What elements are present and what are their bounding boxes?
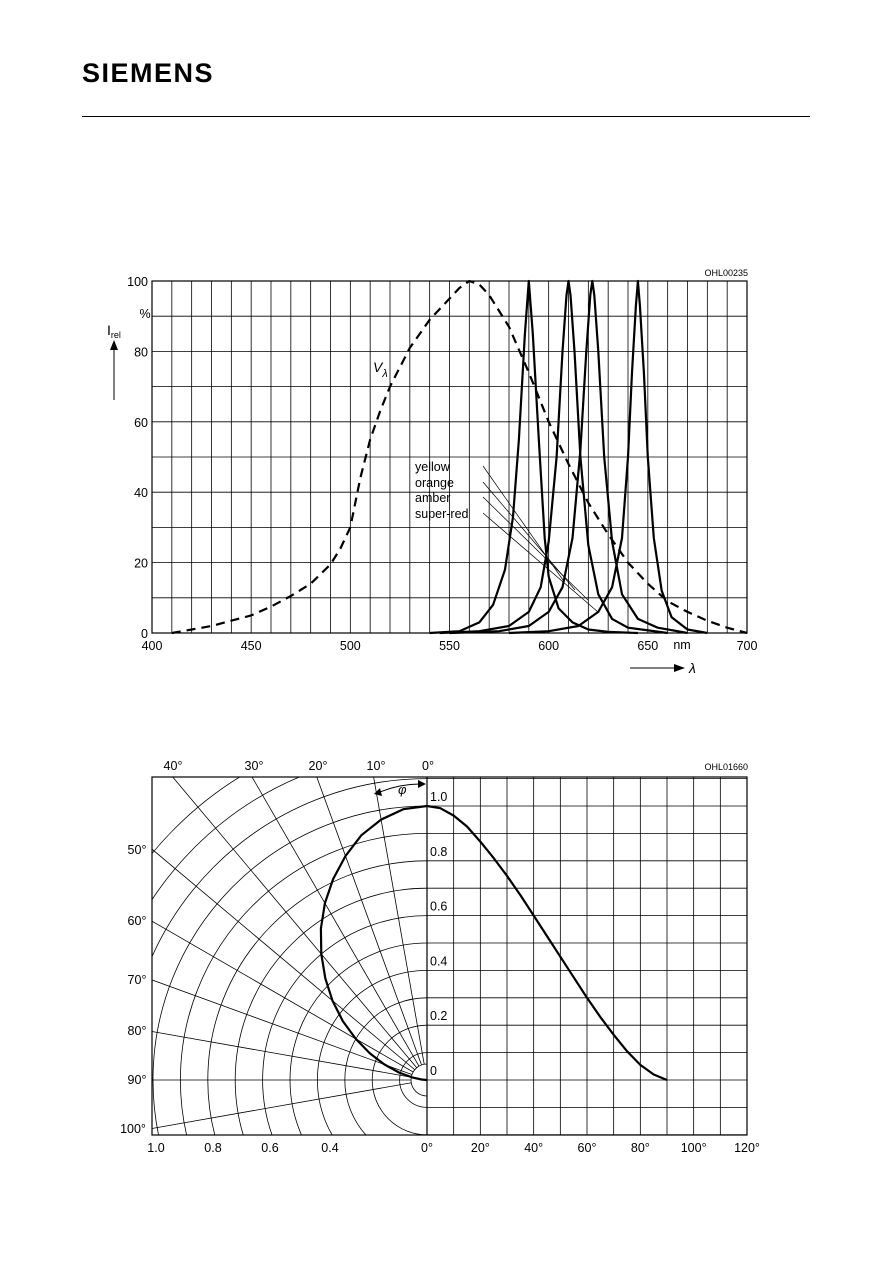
chart2-angle-label: 30° [244,759,264,773]
chart1-x-arrow-head [674,664,685,672]
chart1-x-tick-label: 700 [736,639,758,653]
chart1-x-unit: nm [673,638,691,652]
chart2-y-tick-label: 0.8 [430,844,448,859]
chart1-ylabel: $I_{rel}$ [107,322,121,340]
chart2-y-tick-label: 0 [430,1064,437,1078]
chart1-y-tick-label: 40 [134,486,148,501]
chart2-angle-label: 70° [127,973,147,987]
chart2-y-tick-label: 0.6 [430,899,448,914]
chart2-angle-label: 20° [308,759,328,773]
chart1-x-tick-label: 400 [141,639,163,653]
chart2-spoke [32,936,427,1080]
legend-yellow: yellow [415,460,450,474]
chart2-angle-label: 50° [127,843,147,857]
chart2-code: OHL01660 [704,762,748,772]
chart2-spoke [283,685,427,1080]
chart1-y-tick-label: 80 [134,345,148,360]
chart2-x-tick-label: 20° [470,1141,490,1155]
chart1-y-tick-label: 20 [134,556,148,571]
chart2-frame [152,777,747,1135]
chart2-angle-label: 90° [127,1073,147,1087]
chart2-y-tick-label: 0.4 [430,954,448,969]
chart2-spoke [354,666,427,1080]
chart1-y-tick-label: 100 [127,275,148,289]
chart1-xlabel: λ [689,660,696,676]
chart2-x-tick-label: 80° [630,1141,650,1155]
chart1-x-tick-label: 550 [439,639,460,653]
chart2-x-tick-label: 40° [524,1141,544,1155]
chart2-radial-tick-label: 1.0 [147,1141,165,1155]
legend-orange: orange [415,476,454,490]
chart2-radial-tick-label: 0.8 [204,1141,222,1155]
chart2-radial-tick-label: 0.4 [321,1141,339,1155]
chart2-phi-arrow-left [374,788,382,796]
chart1-y-unit: % [139,307,151,321]
chart2-radial-tick-label: 0.6 [261,1141,279,1155]
legend-leader-2 [483,497,588,600]
chart2-angle-label: 40° [163,759,183,773]
chart2-plot [7,660,783,1263]
chart2-angle-label: 10° [366,759,386,773]
chart2-x-tick-label: 100° [680,1141,707,1155]
chart1-x-tick-label: 650 [637,639,659,653]
chart2-symbol: φ [398,782,407,797]
chart2-spoke [105,810,427,1080]
chart1-code: OHL00235 [704,268,748,278]
chart2-x-tick-label: 0° [421,1141,433,1155]
chart2-y-tick-label: 1.0 [430,790,448,804]
chart1-x-tick-label: 500 [339,639,361,653]
chart2-x-tick-label: 60° [577,1141,597,1155]
chart2-x-tick-label: 120° [734,1141,760,1155]
chart1-y-tick-label: 60 [134,415,148,430]
chart1-x-tick-label: 600 [538,639,560,653]
chart1-y-tick-label: 0 [141,627,148,641]
chart2-spoke [63,870,427,1080]
chart2-angle-label: 80° [127,1024,147,1038]
chart1-annotation: $V_\lambda$ [373,359,388,380]
chart2-angle-label: 100° [120,1122,146,1136]
legend-amber: amber [415,491,451,505]
chart2-y-tick-label: 0.2 [430,1009,448,1024]
chart2-angle-label: 60° [127,914,147,928]
chart1-y-arrow-head [110,340,118,350]
chart2-spoke [13,1007,427,1080]
brand-logo: SIEMENS [82,58,215,88]
chart2-spoke [157,758,427,1080]
chart2-angle-label: 0° [422,759,434,773]
chart2-phi-arrow-right [418,780,426,788]
legend-super-red: super-red [415,507,469,521]
chart1-x-tick-label: 450 [240,639,262,653]
